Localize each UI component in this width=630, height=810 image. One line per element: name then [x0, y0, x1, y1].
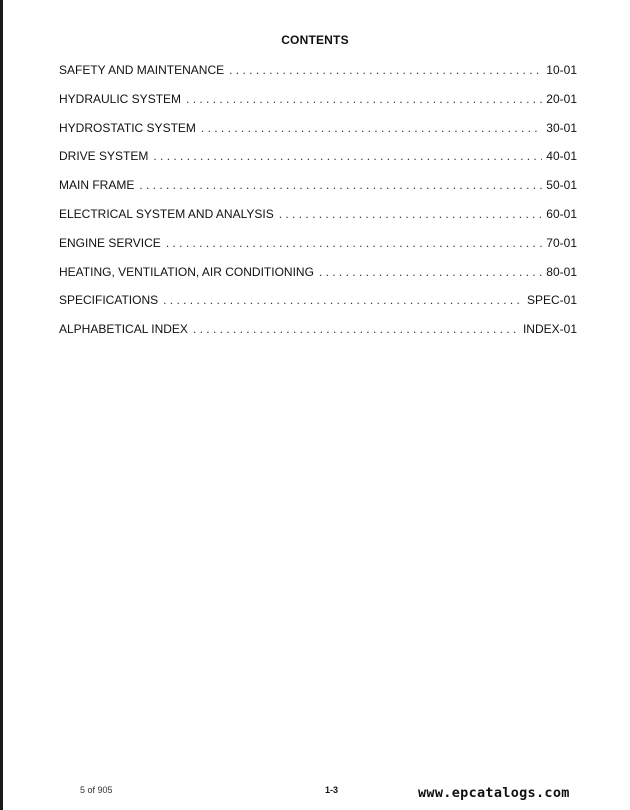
toc-entry-hydraulic[interactable] — [59, 91, 577, 120]
toc-entry-label: HYDRAULIC SYSTEM — [59, 91, 182, 106]
toc-entry-label: MAIN FRAME — [59, 178, 135, 193]
dot-leader — [139, 177, 542, 193]
page-edge-bar — [0, 0, 3, 810]
toc-entry-specifications[interactable] — [59, 292, 577, 321]
toc-entry-page: INDEX-01 — [522, 322, 577, 337]
toc-entry-index[interactable] — [59, 321, 577, 350]
table-of-contents — [59, 62, 577, 350]
toc-entry-label: HEATING, VENTILATION, AIR CONDITIONING — [59, 264, 314, 279]
toc-entry-page: 20-01 — [546, 91, 577, 106]
toc-entry-label: ELECTRICAL SYSTEM AND ANALYSIS — [59, 206, 274, 221]
toc-entry-label: DRIVE SYSTEM — [59, 149, 149, 164]
toc-entry-page: 10-01 — [546, 63, 577, 77]
toc-entry-label: HYDROSTATIC SYSTEM — [59, 120, 196, 135]
dot-leader — [166, 235, 542, 251]
toc-entry-main-frame[interactable] — [59, 177, 577, 206]
dot-leader — [186, 91, 542, 107]
toc-entry-label: SPECIFICATIONS — [59, 293, 159, 308]
dot-leader — [279, 206, 543, 222]
toc-entry-label: ALPHABETICAL INDEX — [59, 322, 188, 337]
dot-leader — [201, 120, 542, 136]
page-folio: 1-3 — [325, 785, 339, 795]
toc-entry-page: 40-01 — [546, 149, 577, 164]
toc-entry-page: 80-01 — [546, 264, 577, 279]
watermark-url: www.epcatalogs.com — [418, 785, 570, 801]
dot-leader — [163, 292, 523, 308]
toc-entry-page: 70-01 — [546, 235, 577, 250]
toc-entry-hydrostatic[interactable] — [59, 120, 577, 149]
dot-leader — [319, 264, 542, 280]
dot-leader — [229, 62, 542, 78]
toc-entry-label: ENGINE SERVICE — [59, 235, 161, 250]
toc-entry-label: SAFETY AND MAINTENANCE — [59, 63, 225, 77]
toc-entry-electrical[interactable] — [59, 206, 577, 235]
toc-entry-drive[interactable] — [59, 148, 577, 177]
dot-leader — [193, 321, 519, 337]
dot-leader — [153, 148, 542, 164]
toc-entry-page: 50-01 — [546, 178, 577, 193]
toc-entry-safety[interactable] — [59, 62, 577, 91]
page-title: CONTENTS — [281, 33, 349, 47]
toc-entry-page: SPEC-01 — [526, 293, 577, 308]
toc-entry-page: 30-01 — [546, 120, 577, 135]
page-counter: 5 of 905 — [80, 785, 113, 795]
toc-entry-page: 60-01 — [546, 206, 577, 221]
toc-entry-hvac[interactable] — [59, 264, 577, 293]
toc-entry-engine[interactable] — [59, 235, 577, 264]
